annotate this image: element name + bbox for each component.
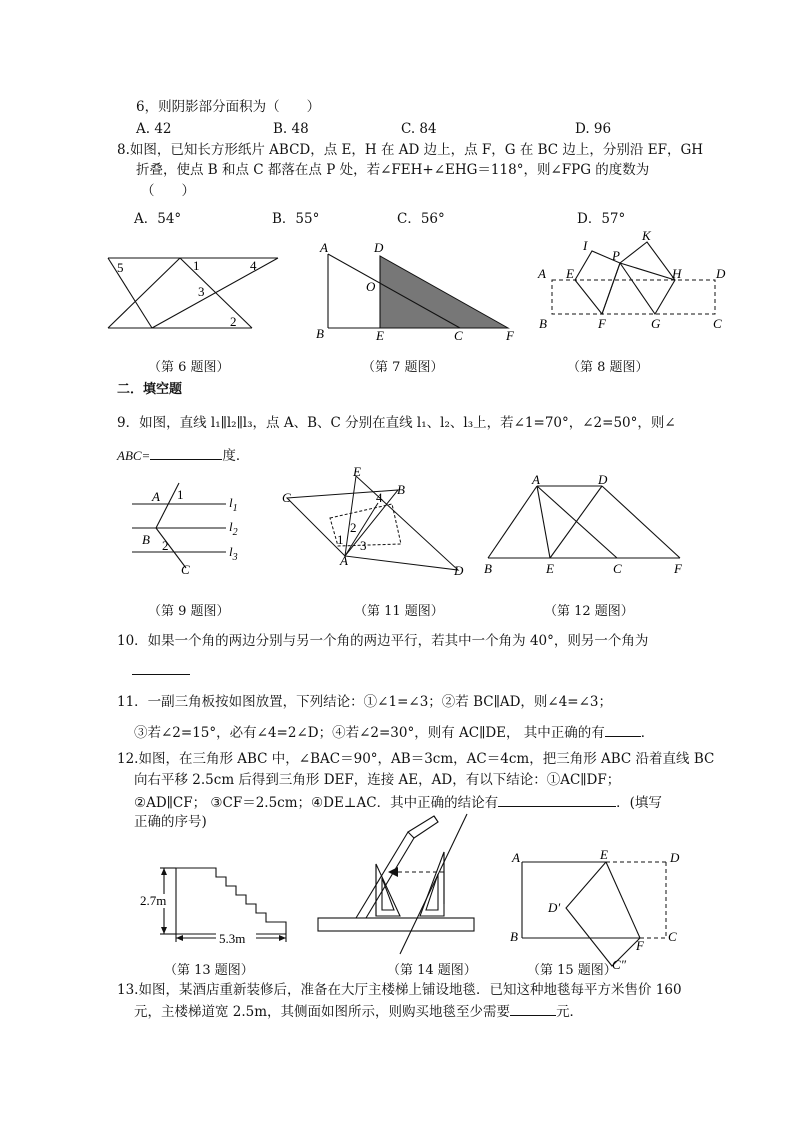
q12-line2: 向右平移 2.5cm 后得到三角形 DEF，连接 AE，AD，有以下结论：①AC∥DF； bbox=[134, 772, 621, 788]
caption-fig13: （第 13 题图） bbox=[164, 963, 254, 978]
figure-15 bbox=[508, 847, 688, 972]
figure-8 bbox=[535, 226, 735, 336]
fig8-label-p: P bbox=[612, 248, 620, 263]
figure-14 bbox=[312, 812, 492, 960]
q11-line2 bbox=[134, 722, 654, 742]
caption-fig9: （第 9 题图） bbox=[148, 604, 230, 619]
q12-line3 bbox=[134, 792, 662, 812]
fig8-label-i: I bbox=[583, 238, 588, 253]
fig6-label-4: 4 bbox=[250, 258, 257, 273]
q8-option-c: C．56° bbox=[397, 211, 445, 227]
figure-11 bbox=[280, 464, 465, 578]
q9-answer-blank[interactable] bbox=[150, 445, 222, 460]
fig11-label-c: C bbox=[282, 490, 291, 505]
fig9-label-c: C bbox=[181, 562, 190, 577]
q8-option-d: D．57° bbox=[577, 211, 626, 227]
caption-fig14: （第 14 题图） bbox=[387, 963, 477, 978]
fig11-label-1: 1 bbox=[337, 532, 344, 547]
fig7-label-o: O bbox=[366, 279, 376, 294]
fig9-label-1: 1 bbox=[177, 487, 184, 502]
fig8-label-k: K bbox=[642, 228, 651, 243]
figure-9 bbox=[118, 478, 258, 578]
q8-option-a: A．54° bbox=[134, 211, 182, 227]
q11-end: ． bbox=[640, 725, 655, 741]
fig15-label-a: A bbox=[512, 850, 520, 865]
q9-abc: ABC= bbox=[117, 448, 151, 463]
caption-fig12: （第 12 题图） bbox=[544, 604, 634, 619]
q8-line3: （ ） bbox=[141, 183, 195, 199]
fig9-label-b: B bbox=[142, 532, 150, 547]
caption-fig8: （第 8 题图） bbox=[567, 360, 649, 375]
figure-13 bbox=[138, 850, 298, 950]
fig8-label-h: H bbox=[672, 266, 682, 281]
q12-answer-blank[interactable] bbox=[498, 792, 616, 807]
fig15-label-dprime: D′ bbox=[548, 900, 561, 915]
q12-end: ．(填写 bbox=[616, 795, 662, 811]
q11-answer-blank[interactable] bbox=[605, 722, 641, 737]
fig12-label-b: B bbox=[484, 561, 492, 576]
fig13-height-label: 2.7m bbox=[140, 893, 167, 908]
q13-line1: 13.如图，某酒店重新装修后，准备在大厅主楼梯上铺设地毯．已知这种地毯每平方米售价 160 bbox=[117, 982, 682, 998]
fig7-label-e: E bbox=[376, 328, 384, 343]
q10-answer-blank[interactable] bbox=[132, 660, 190, 675]
fig6-label-1: 1 bbox=[193, 258, 200, 273]
q6-option-b: B. 48 bbox=[273, 121, 309, 137]
fig8-label-g: G bbox=[651, 316, 661, 331]
caption-fig6: （第 6 题图） bbox=[148, 360, 230, 375]
caption-fig15: （第 15 题图） bbox=[527, 963, 617, 978]
fig7-label-a: A bbox=[320, 240, 328, 255]
q12-line3-text: ②AD∥CF； ③CF＝2.5cm；④DE⊥AC．其中正确的结论有 bbox=[134, 795, 499, 811]
fig8-label-a: A bbox=[538, 266, 546, 281]
fig11-label-e: E bbox=[353, 464, 361, 479]
fig15-label-c: C bbox=[668, 929, 677, 944]
fig7-label-c: C bbox=[454, 328, 463, 343]
figure-7 bbox=[312, 238, 522, 343]
fig12-label-a: A bbox=[532, 472, 540, 487]
fig11-label-b: B bbox=[397, 482, 405, 497]
q13-end: 元． bbox=[556, 1004, 584, 1020]
fig9-label-2: 2 bbox=[162, 538, 169, 553]
fig12-label-d: D bbox=[598, 472, 608, 487]
q12-line1: 12.如图，在三角形 ABC 中，∠BAC＝90°，AB＝3cm，AC＝4cm，把三角形 ABC 沿着直线 BC bbox=[117, 751, 715, 767]
fig7-label-b: B bbox=[316, 326, 324, 341]
fig8-label-e: E bbox=[566, 266, 574, 281]
fig9-label-a: A bbox=[152, 489, 160, 504]
fig7-label-d: D bbox=[374, 240, 384, 255]
fig6-label-5: 5 bbox=[117, 260, 124, 275]
fig13-width-label: 5.3m bbox=[219, 931, 246, 946]
q9-unit: 度． bbox=[222, 448, 250, 464]
fig15-label-f: F bbox=[636, 938, 644, 953]
fig11-label-2: 2 bbox=[350, 520, 357, 535]
fig6-label-2: 2 bbox=[230, 314, 237, 329]
fig9-l1: $l_1$ bbox=[229, 495, 238, 514]
fig6-label-3: 3 bbox=[198, 284, 205, 299]
q11-line2-text: ③若∠2=15°，必有∠4=2∠D；④若∠2=30°，则有 AC∥DE， 其中正确的有 bbox=[134, 725, 605, 741]
caption-fig11: （第 11 题图） bbox=[354, 604, 444, 619]
caption-fig7: （第 7 题图） bbox=[362, 360, 444, 375]
fig15-label-b: B bbox=[510, 929, 518, 944]
q10-line1: 10．如果一个角的两边分别与另一个角的两边平行，若其中一个角为 40°，则另一个角为 bbox=[117, 633, 649, 649]
fig11-label-d: D bbox=[454, 563, 464, 578]
section-fill-in-title: 二．填空题 bbox=[117, 382, 183, 397]
fig8-label-f: F bbox=[598, 316, 606, 331]
fig15-label-e: E bbox=[600, 847, 608, 862]
fig8-label-b: B bbox=[539, 316, 547, 331]
q13-line2-text: 元，主楼梯道宽 2.5m，其侧面如图所示，则购买地毯至少需要 bbox=[134, 1004, 511, 1020]
q13-line2 bbox=[134, 1001, 583, 1021]
fig11-label-a: A bbox=[340, 553, 348, 568]
fig12-label-c: C bbox=[613, 561, 622, 576]
q8-line2: 折叠，使点 B 和点 C 都落在点 P 处，若∠FEH+∠EHG＝118°，则∠FPG 的度数为 bbox=[136, 162, 650, 178]
q13-answer-blank[interactable] bbox=[510, 1001, 556, 1016]
fig9-l2: $l_2$ bbox=[229, 519, 238, 538]
q6-option-c: C. 84 bbox=[401, 121, 437, 137]
q9-line1: 9．如图，直线 l₁∥l₂∥l₃，点 A、B、C 分别在直线 l₁、l₂、l₃上，若∠1=70°，∠2=50°，则∠ bbox=[117, 415, 676, 431]
fig11-label-4: 4 bbox=[376, 490, 383, 505]
fig8-label-d: D bbox=[716, 266, 726, 281]
fig9-l3: $l_3$ bbox=[229, 544, 238, 563]
fig12-label-e: E bbox=[546, 561, 554, 576]
fig8-label-c: C bbox=[713, 316, 722, 331]
q9-line2 bbox=[117, 445, 249, 465]
figure-12 bbox=[480, 472, 690, 577]
fig15-label-c-double-prime: C″ bbox=[612, 957, 627, 972]
q8-line1: 8.如图，已知长方形纸片 ABCD，点 E，H 在 AD 边上，点 F，G 在 BC 边上，分别沿 EF，GH bbox=[117, 142, 703, 158]
q6-option-a: A. 42 bbox=[136, 121, 172, 137]
fig15-label-d: D bbox=[670, 850, 680, 865]
q11-line1: 11．一副三角板按如图放置，下列结论：①∠1=∠3；②若 BC∥AD，则∠4=∠3； bbox=[117, 694, 613, 710]
q6-option-d: D. 96 bbox=[575, 121, 612, 137]
q12-line4: 正确的序号) bbox=[134, 814, 207, 830]
q6-text: 6，则阴影部分面积为（ ） bbox=[136, 99, 321, 115]
fig7-label-f: F bbox=[506, 328, 514, 343]
q10-line2 bbox=[132, 660, 190, 680]
fig11-label-3: 3 bbox=[360, 538, 367, 553]
figure-6 bbox=[100, 250, 290, 340]
fig12-label-f: F bbox=[674, 561, 682, 576]
q8-option-b: B．55° bbox=[272, 211, 320, 227]
